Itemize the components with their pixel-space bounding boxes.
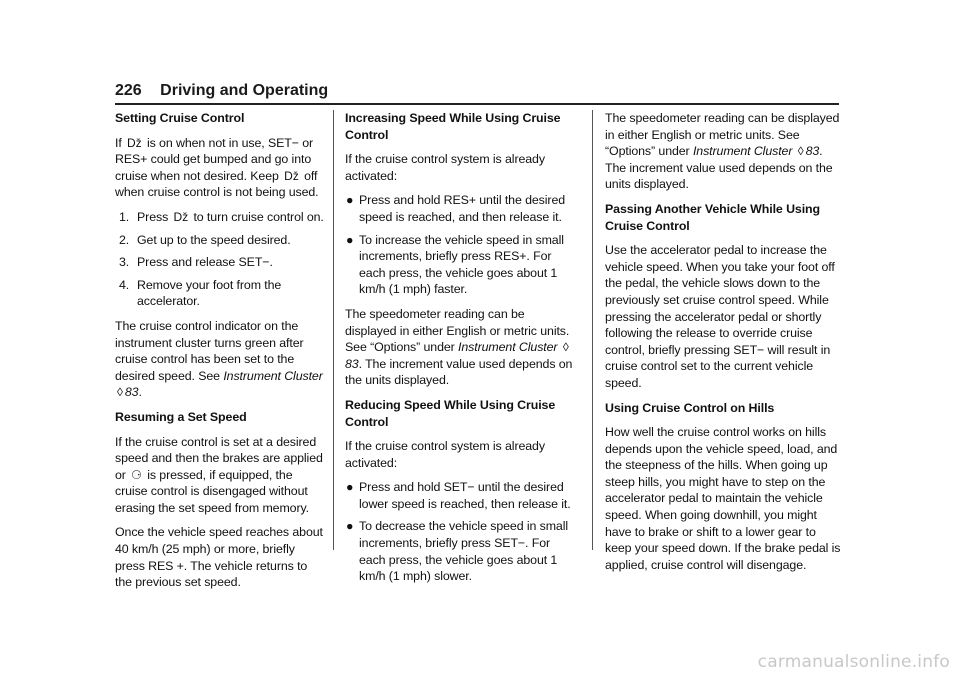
text-run: The speedometer reading can be displayed in either English or metric units. See “Options” under xyxy=(345,306,570,355)
setting-intro-paragraph xyxy=(115,135,325,201)
column-1 xyxy=(115,110,325,599)
reference-arrow-icon: ◊ xyxy=(797,144,804,159)
hills-heading: Using Cruise Control on Hills xyxy=(605,400,775,415)
bullet-icon: ● xyxy=(346,232,354,247)
bullet-icon: ● xyxy=(346,193,354,208)
list-item xyxy=(115,209,325,226)
text-run: The cruise control indicator on the instrument cluster turns green after cruise control has been set to the desired speed. See xyxy=(115,318,304,383)
list-item xyxy=(115,232,325,249)
passing-heading: Passing Another Vehicle While Using Cruise Control xyxy=(605,201,820,233)
setting-steps-list xyxy=(115,209,325,310)
list-item xyxy=(345,192,573,225)
column-divider xyxy=(592,110,593,550)
hills-paragraph: How well the cruise control works on hills depends upon the vehicle speed, load, and the steepness of the hills. When going up steep hills, you might have to step on the accelerator pedal to maintain the vehicle speed. When going downhill, you might have to brake or shift to a lower gear to keep your speed down. If the brake pedal is applied, cruise control will disengage. xyxy=(605,425,841,572)
section-title: Driving and Operating xyxy=(160,82,329,99)
cross-reference-link[interactable]: Instrument Cluster xyxy=(223,368,323,383)
increasing-intro: If the cruise control system is already activated: xyxy=(345,152,545,183)
text-run: Press and hold SET− until the desired lower speed is reached, then release it. xyxy=(359,480,571,511)
text-run: Press xyxy=(137,209,169,224)
column-2 xyxy=(345,110,573,593)
step-number: 4. xyxy=(119,277,130,292)
text-run: is pressed, if equipped, the cruise control is disengaged without erasing the set speed from memory. xyxy=(115,467,310,515)
step-number: 1. xyxy=(119,209,130,224)
text-run: to turn cruise control on. xyxy=(193,209,324,224)
resuming-heading: Resuming a Set Speed xyxy=(115,409,247,424)
text-run: Remove your foot from the accelerator. xyxy=(137,277,282,309)
text-run: The increment value used depends on the units displayed. xyxy=(345,356,573,388)
text-run: Press and release SET−. xyxy=(137,255,273,270)
text-run: Press and hold RES+ until the desired speed is reached, and then release it. xyxy=(359,193,566,224)
increasing-speed-heading: Increasing Speed While Using Cruise Control xyxy=(345,111,561,142)
reducing-bullets xyxy=(345,479,573,585)
cross-reference-link[interactable]: Instrument Cluster xyxy=(692,144,793,159)
reference-page-number[interactable]: 83 xyxy=(805,144,820,159)
text-run: Get up to the speed desired. xyxy=(137,232,291,247)
text-run: The increment value used depends on the units displayed. xyxy=(605,160,833,192)
text-run: is on when not in use, SET− or RES+ could get bumped and go into cruise when not desired. Keep xyxy=(115,135,314,183)
step-number: 2. xyxy=(119,232,130,247)
header-rule xyxy=(115,103,839,105)
increasing-bullets xyxy=(345,192,573,298)
bullet-icon: ● xyxy=(346,480,354,495)
resuming-paragraph xyxy=(115,434,325,517)
units-paragraph: The speedometer reading can be displayed in either English or metric units. See “Options” under Instrument Cluster ◊83. The increment value used depends on the units displayed. xyxy=(345,306,573,388)
brake-pedal-icon: ⚆ xyxy=(131,467,142,482)
list-item xyxy=(115,254,325,271)
text-run: To decrease the vehicle speed in small increments, briefly press SET−. For each press, the vehicle goes about 1 km/h (1 mph) slower. xyxy=(359,519,569,584)
page-number: 226 xyxy=(115,82,142,99)
setting-cruise-heading: Setting Cruise Control xyxy=(115,111,245,125)
indicator-paragraph: The cruise control indicator on the instrument cluster turns green after cruise control has been set to the desired speed. See Instrument Cluster ◊ 83. xyxy=(115,318,323,400)
column-divider xyxy=(333,110,334,550)
list-item xyxy=(345,232,573,298)
cruise-control-icon: ǅ xyxy=(173,209,189,224)
text-run: If xyxy=(115,135,122,150)
cross-reference-link[interactable]: Instrument Cluster xyxy=(458,340,558,355)
text-run: off when cruise control is not being used. xyxy=(115,168,319,200)
reducing-speed-heading: Reducing Speed While Using Cruise Control xyxy=(345,397,556,429)
reference-arrow-icon: ◊ xyxy=(117,385,123,400)
reference-page-number[interactable]: 83 xyxy=(345,356,359,371)
text-run: If the cruise control is set at a desired speed and then the brakes are applied or xyxy=(115,434,323,482)
page-header xyxy=(115,82,839,104)
reference-arrow-icon: ◊ xyxy=(562,340,569,355)
text-run: To increase the vehicle speed in small increments, briefly press RES+. For each press, the vehicle goes about 1 km/h (1 mph) faster. xyxy=(359,232,564,297)
passing-paragraph: Use the accelerator pedal to increase the vehicle speed. When you take your foot off the pedal, the vehicle slows down to the previously set cruise control speed. While pressing the accelerator pedal or shortly following the release to override cruise control, briefly pressing SET− will result in cruise control set to the current vehicle speed. xyxy=(605,243,835,390)
column-3 xyxy=(605,110,841,581)
cruise-control-icon: ǅ xyxy=(284,168,299,183)
list-item xyxy=(115,277,325,310)
step-number: 3. xyxy=(119,255,130,270)
bullet-icon: ● xyxy=(346,519,354,534)
list-item xyxy=(345,479,573,512)
list-item xyxy=(345,518,573,584)
units-paragraph: The speedometer reading can be displayed in either English or metric units. See “Options” under Instrument Cluster ◊ 83. The increment value used depends on the units displayed. xyxy=(605,111,840,192)
watermark: carmanualsonline.info xyxy=(757,652,950,672)
reference-page-number[interactable]: 83 xyxy=(124,385,139,400)
reducing-intro: If the cruise control system is already activated: xyxy=(345,439,545,470)
cruise-control-icon: ǅ xyxy=(127,135,142,150)
text-run: The speedometer reading can be displayed in either English or metric units. See “Options” under xyxy=(605,111,840,159)
resume-speed-paragraph: Once the vehicle speed reaches about 40 km/h (25 mph) or more, briefly press RES +. The vehicle returns to the previous set speed. xyxy=(115,525,323,590)
